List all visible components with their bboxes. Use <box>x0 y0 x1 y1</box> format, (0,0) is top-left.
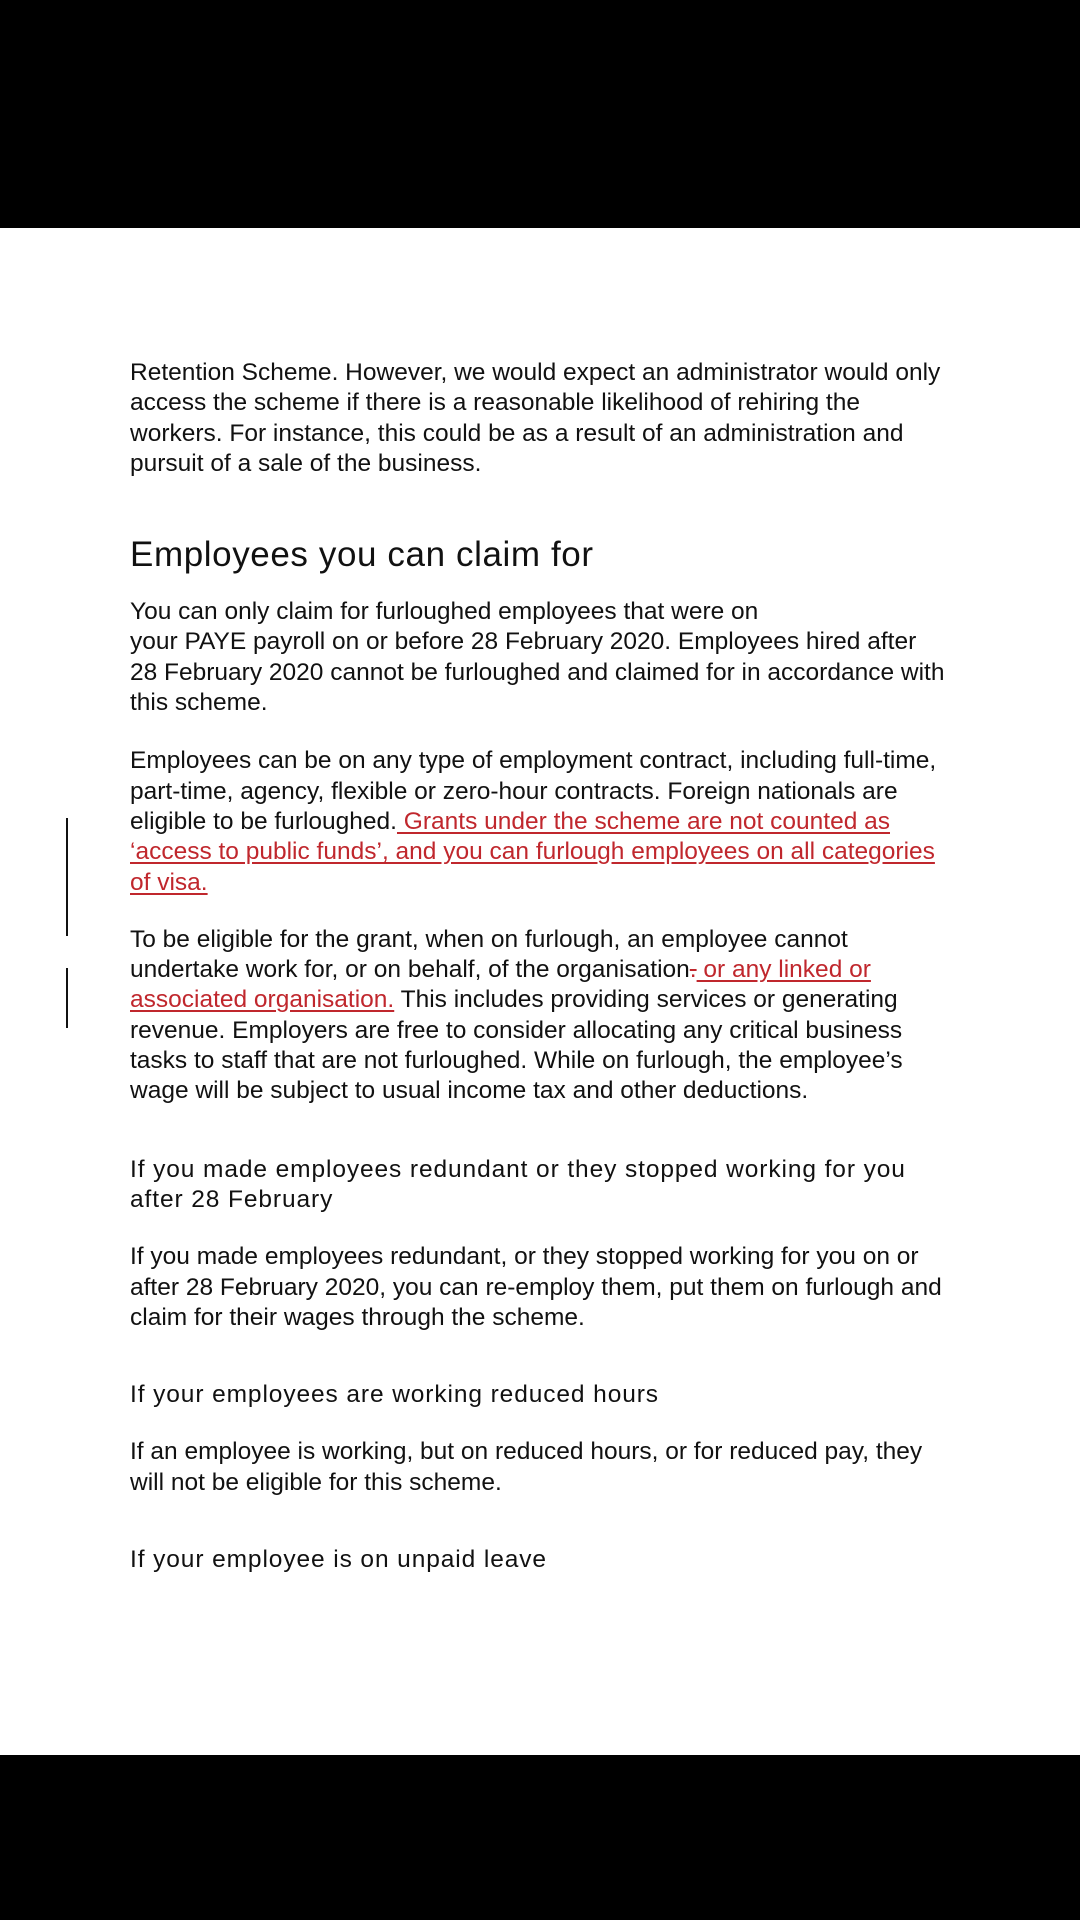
tracked-insertion-linked-organisation: or any linked or associated organisation. <box>130 956 871 1014</box>
paragraph-contracts-text: Employees can be on any type of employment contract, including full-time, part-time, agency, flexible or zero-hour contracts. Foreign nationals are eligible to be furloughed. <box>130 747 937 835</box>
change-bar-eligible <box>66 968 68 1028</box>
paragraph-eligibility-end: This includes providing services or generating revenue. Employers are free to consider allocating any critical business tasks to staff that are not furloughed. While on furlough, the employee’s wage will be subject to usual income tax and other deductions. <box>130 986 903 1105</box>
paragraph-payroll <box>130 597 950 718</box>
paragraph-payroll-line1: You can only claim for furloughed employees that were on <box>130 598 759 626</box>
change-bar-contracts <box>66 818 68 936</box>
heading-made-redundant: If you made employees redundant or they stopped working for you after 28 February <box>130 1155 906 1213</box>
paragraph-contracts <box>130 746 956 897</box>
tracked-insertion-public-funds: Grants under the scheme are not counted as ‘access to public funds’, and you can furlough employees on all categories of visa. <box>130 807 935 896</box>
heading-unpaid-leave: If your employee is on unpaid leave <box>130 1546 547 1574</box>
tracked-deletion-period: . <box>689 956 697 984</box>
top-letterbox <box>0 0 1080 228</box>
bottom-letterbox <box>0 1755 1080 1920</box>
paragraph-eligibility-start: To be eligible for the grant, when on furlough, an employee cannot undertake work for, or on behalf, of the organisation <box>130 925 848 984</box>
document-body <box>130 358 950 1575</box>
intro-paragraph: Retention Scheme. However, we would expect an administrator would only access the scheme if there is a reasonable likelihood of rehiring the workers. For instance, this could be as a result of an administration and pursuit of a sale of the business. <box>130 359 941 477</box>
heading-reduced-hours: If your employees are working reduced hours <box>130 1381 659 1409</box>
paragraph-reduced-hours: If an employee is working, but on reduced hours, or for reduced pay, they will not be eligible for this scheme. <box>130 1438 923 1496</box>
paragraph-eligibility <box>130 925 950 1107</box>
paragraph-payroll-rest: your PAYE payroll on or before 28 February 2020. Employees hired after 28 February 2020 cannot be furloughed and claimed for in accordance with this scheme. <box>130 628 945 717</box>
paragraph-redundant: If you made employees redundant, or they stopped working for you on or after 28 February 2020, you can re-employ them, put them on furlough and claim for their wages through the scheme. <box>130 1243 942 1331</box>
heading-employees-you-can-claim-for: Employees you can claim for <box>130 535 594 575</box>
document-page <box>0 228 1080 1755</box>
